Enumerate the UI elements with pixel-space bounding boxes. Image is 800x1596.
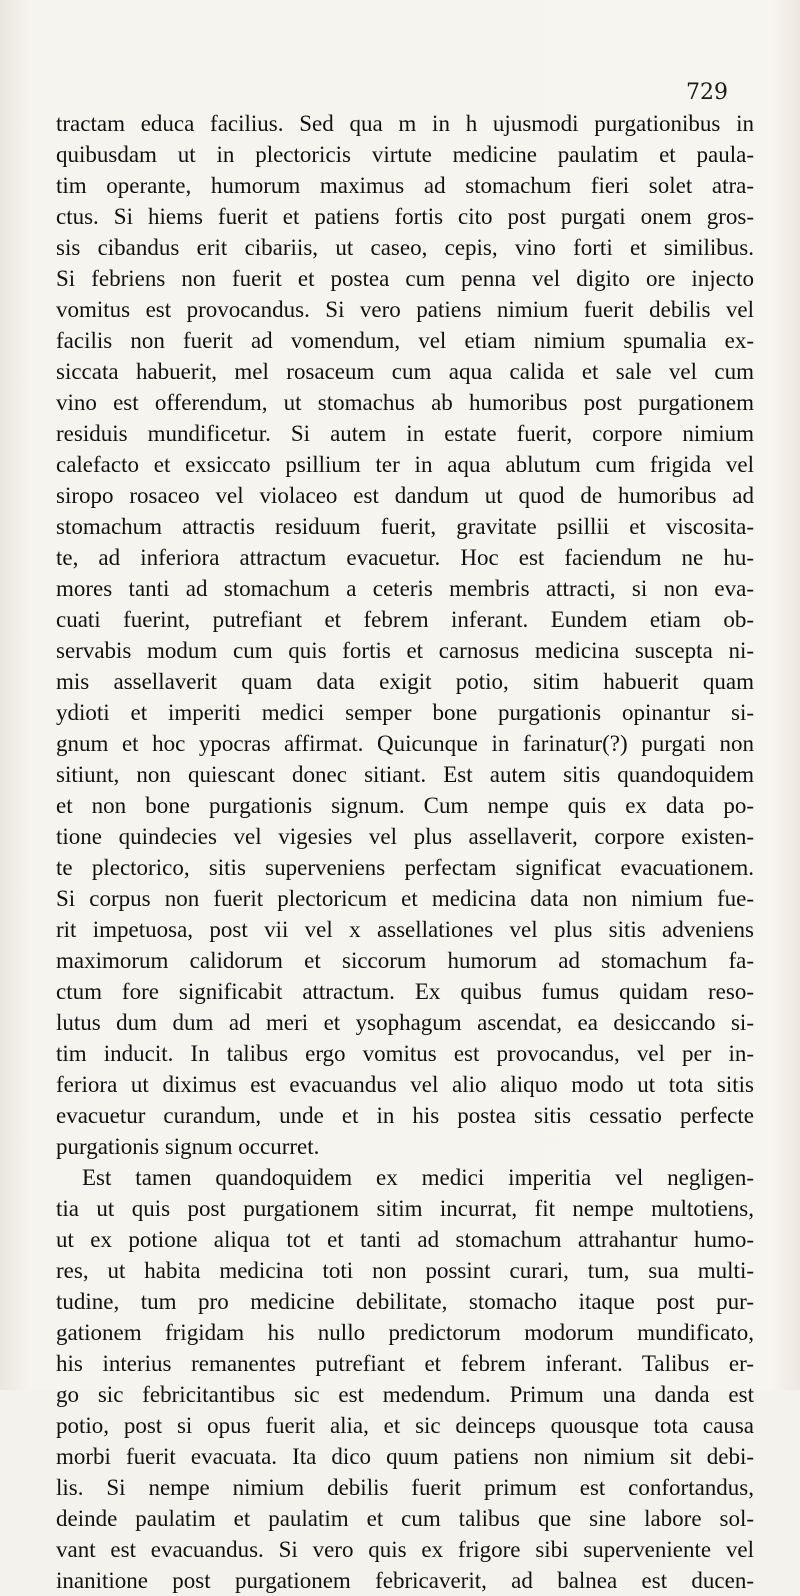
text-line: morbi fuerit evacuata. Ita dico quum patiens non nimium sit debi- (56, 1444, 754, 1469)
text-line: mores tanti ad stomachum a ceteris membris attracti, si non eva- (56, 576, 754, 601)
text-line: facilis non fuerit ad vomendum, vel etiam nimium spumalia ex- (56, 328, 754, 353)
text-line: siccata habuerit, mel rosaceum cum aqua calida et sale vel cum (56, 359, 754, 384)
text-line: gationem frigidam his nullo predictorum modorum mundificato, (56, 1320, 754, 1345)
text-line: lutus dum dum ad meri et ysophagum ascendat, ea desiccando si- (56, 1010, 754, 1035)
text-line: maximorum calidorum et siccorum humorum ad stomachum fa- (56, 948, 754, 973)
text-line: te plectorico, sitis superveniens perfectam significat evacuationem. (56, 855, 754, 880)
page-number: 729 (686, 80, 728, 105)
paragraph-2 (56, 1162, 754, 1596)
text-line: ctus. Si hiems fuerit et patiens fortis cito post purgati onem gros- (56, 204, 754, 229)
text-line: residuis mundificetur. Si autem in estate fuerit, corpore nimium (56, 421, 754, 446)
text-line: quibusdam ut in plectoricis virtute medicine paulatim et paula- (56, 142, 754, 167)
text-line: tractam educa facilius. Sed qua m in h ujusmodi purgationibus in (56, 111, 754, 136)
text-line: evacuetur curandum, unde et in his postea sitis cessatio perfecte (56, 1103, 754, 1128)
text-line: ut ex potione aliqua tot et tanti ad stomachum attrahantur humo- (56, 1227, 754, 1252)
text-line: ctum fore significabit attractum. Ex quibus fumus quidam reso- (56, 979, 754, 1004)
text-line: potio, post si opus fuerit alia, et sic deinceps quousque tota causa (56, 1413, 754, 1438)
text-line: Est tamen quandoquidem ex medici imperitia vel negligen- (82, 1165, 754, 1190)
text-line: vomitus est provocandus. Si vero patiens nimium fuerit debilis vel (56, 297, 754, 322)
text-line: mis assellaverit quam data exigit potio, sitim habuerit quam (56, 669, 754, 694)
text-line: go sic febricitantibus sic est medendum. Primum una danda est (56, 1382, 754, 1407)
text-line: cuati fuerint, putrefiant et febrem inferant. Eundem etiam ob- (56, 607, 754, 632)
body-text (56, 108, 754, 1596)
paragraph-1 (56, 108, 754, 1162)
text-line: te, ad inferiora attractum evacuetur. Hoc est faciendum ne hu- (56, 545, 754, 570)
text-line: calefacto et exsiccato psillium ter in aqua ablutum cum frigida vel (56, 452, 754, 477)
text-line: tim operante, humorum maximus ad stomachum fieri solet atra- (56, 173, 754, 198)
text-line: et non bone purgationis signum. Cum nempe quis ex data po- (56, 793, 754, 818)
text-line: Si febriens non fuerit et postea cum penna vel digito ore injecto (56, 266, 754, 291)
text-line: tudine, tum pro medicine debilitate, stomacho itaque post pur- (56, 1289, 754, 1314)
text-line: ydioti et imperiti medici semper bone purgationis opinantur si- (56, 700, 754, 725)
text-line: gnum et hoc ypocras affirmat. Quicunque in farinatur(?) purgati non (56, 731, 754, 756)
text-line: vino est offerendum, ut stomachus ab humoribus post purgationem (56, 390, 754, 415)
text-line: tia ut quis post purgationem sitim incurrat, fit nempe multotiens, (56, 1196, 754, 1221)
text-line: rit impetuosa, post vii vel x assellationes vel plus sitis adveniens (56, 917, 754, 942)
text-line: his interius remanentes putrefiant et febrem inferant. Talibus er- (56, 1351, 754, 1376)
text-line: feriora ut diximus est evacuandus vel alio aliquo modo ut tota sitis (56, 1072, 754, 1097)
text-line: tione quindecies vel vigesies vel plus assellaverit, corpore existen- (56, 824, 754, 849)
text-line: purgationis signum occurret. (56, 1134, 320, 1159)
text-line: sitiunt, non quiescant donec sitiant. Est autem sitis quandoquidem (56, 762, 754, 787)
text-line: stomachum attractis residuum fuerit, gravitate psillii et viscosita- (56, 514, 754, 539)
text-line: deinde paulatim et paulatim et cum talibus que sine labore sol- (56, 1506, 754, 1531)
text-line: servabis modum cum quis fortis et carnosus medicina suscepta ni- (56, 638, 754, 663)
text-line: tim inducit. In talibus ergo vomitus est provocandus, vel per in- (56, 1041, 754, 1066)
text-line: siropo rosaceo vel violaceo est dandum ut quod de humoribus ad (56, 483, 754, 508)
text-line: vant est evacuandus. Si vero quis ex frigore sibi superveniente vel (56, 1537, 754, 1562)
text-line: res, ut habita medicina toti non possint curari, tum, sua multi- (56, 1258, 754, 1283)
text-line: inanitione post purgationem febricaverit, ad balnea est ducen- (56, 1568, 754, 1593)
text-line: sis cibandus erit cibariis, ut caseo, cepis, vino forti et similibus. (56, 235, 754, 260)
text-line: lis. Si nempe nimium debilis fuerit primum est confortandus, (56, 1475, 754, 1500)
text-line: Si corpus non fuerit plectoricum et medicina data non nimium fue- (56, 886, 754, 911)
